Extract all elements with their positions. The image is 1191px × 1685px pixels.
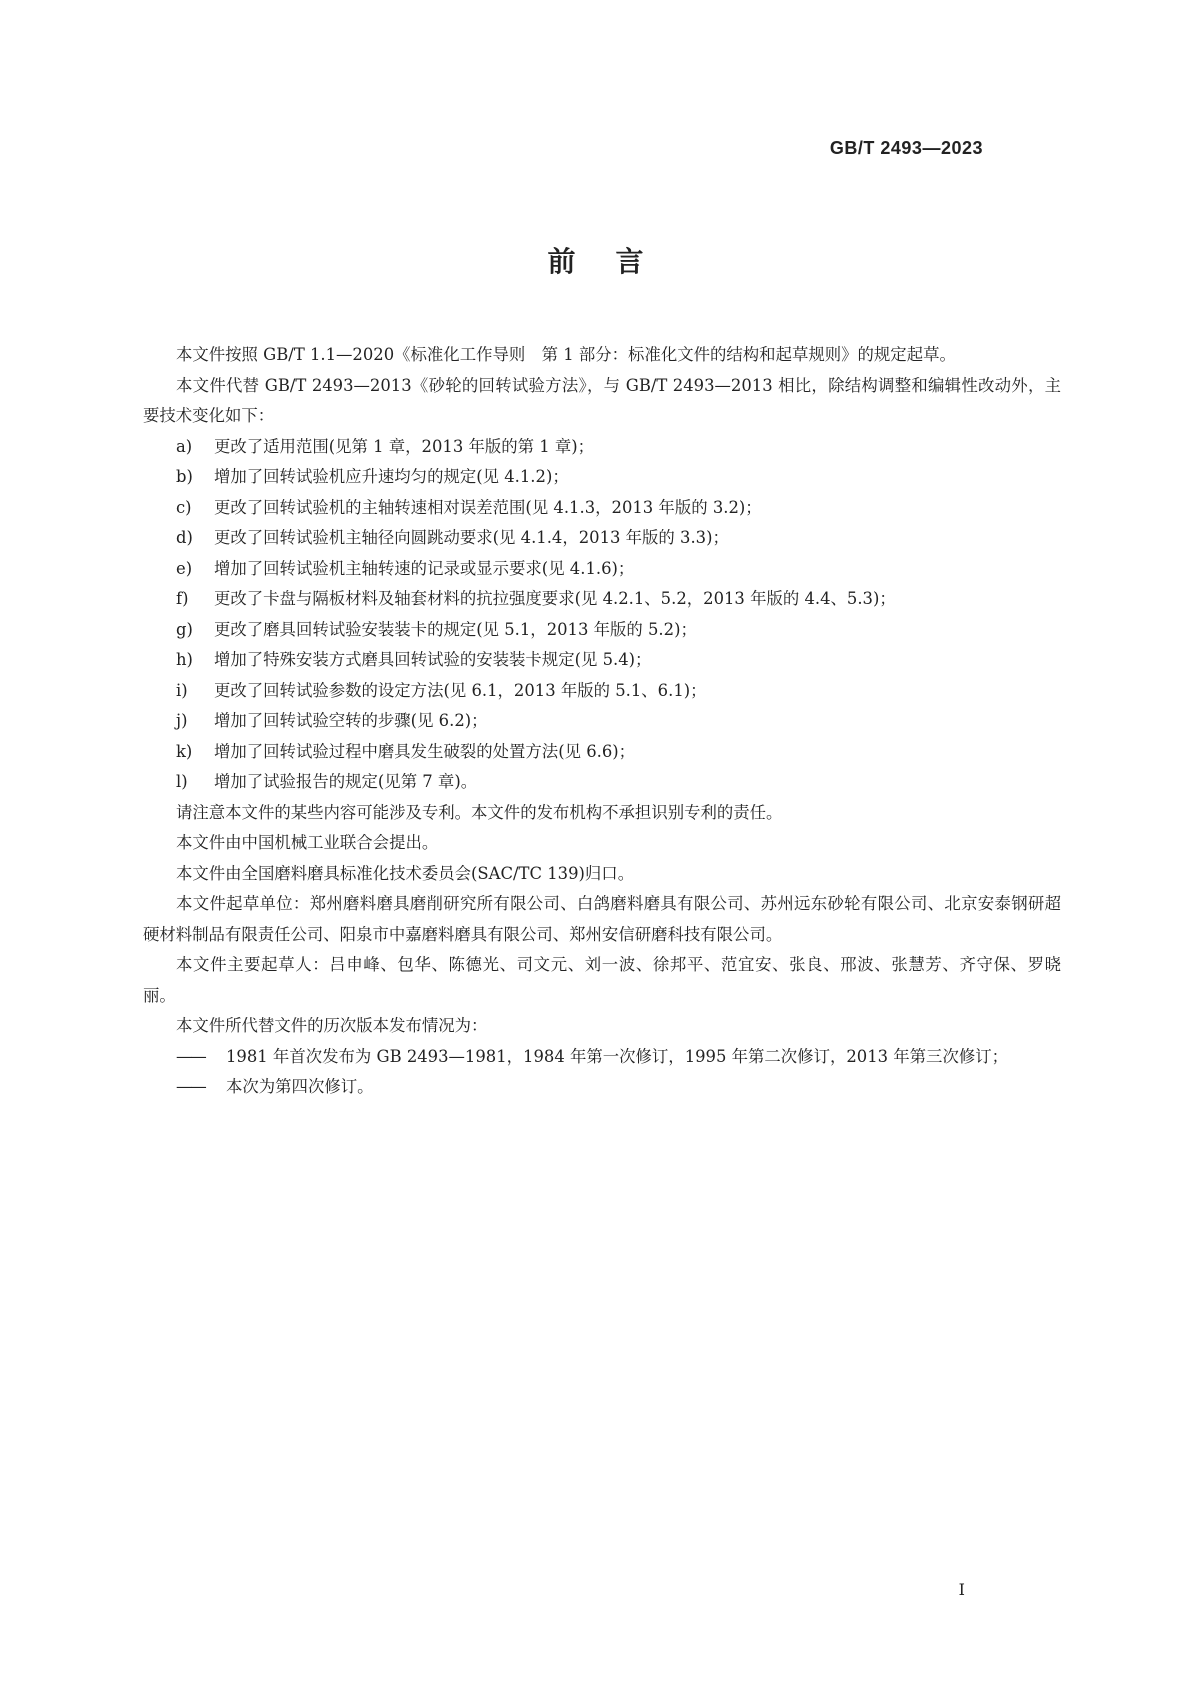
list-item <box>143 584 1061 615</box>
list-item-marker: l) <box>176 772 188 791</box>
list-item-marker: b) <box>176 467 193 486</box>
history-text: 1981 年首次发布为 GB 2493—1981，1984 年第一次修订，1995 年第二次修订，2013 年第三次修订； <box>226 1046 1009 1066</box>
list-item-marker: d) <box>176 528 193 547</box>
list-item-marker: f) <box>176 589 189 608</box>
paragraph-patent-notice: 请注意本文件的某些内容可能涉及专利。本文件的发布机构不承担识别专利的责任。 <box>176 802 783 822</box>
list-item <box>143 645 1061 676</box>
paragraph-drafting-units: 本文件起草单位：郑州磨料磨具磨削研究所有限公司、白鸽磨料磨具有限公司、苏州远东砂轮有限公司、北京安泰钢研超硬材料制品有限责任公司、阳泉市中嘉磨料磨具有限公司、郑州安信研磨科技有限公司。 <box>143 894 1061 944</box>
list-item-text: 更改了回转试验机的主轴转速相对误差范围(见 4.1.3，2013 年版的 3.2)； <box>214 497 762 517</box>
standard-code: GB/T 2493—2023 <box>829 138 983 158</box>
list-item-text: 增加了试验报告的规定(见第 7 章)。 <box>214 772 478 791</box>
list-item-marker: h) <box>176 650 193 669</box>
list-item-marker: j) <box>176 711 188 730</box>
list-item <box>143 432 1061 463</box>
foreword-body <box>143 340 1061 1103</box>
list-item-marker: c) <box>176 497 192 517</box>
list-item <box>143 737 1061 768</box>
list-item-text: 增加了回转试验机主轴转速的记录或显示要求(见 4.1.6)； <box>214 558 635 578</box>
list-item-marker: k) <box>176 741 193 761</box>
list-item <box>143 523 1061 554</box>
list-item-text: 增加了特殊安装方式磨具回转试验的安装装卡规定(见 5.4)； <box>214 650 652 669</box>
page-title: 前言 <box>547 245 684 278</box>
list-item-text: 增加了回转试验空转的步骤(见 6.2)； <box>214 711 488 730</box>
list-item-text: 更改了磨具回转试验安装装卡的规定(见 5.1，2013 年版的 5.2)； <box>214 619 697 639</box>
paragraph-drafting-rules: 本文件按照 GB/T 1.1—2020《标准化工作导则 第 1 部分：标准化文件的结构和起草规则》的规定起草。 <box>176 345 956 364</box>
list-item <box>143 554 1061 585</box>
list-item <box>143 676 1061 707</box>
list-item-text: 增加了回转试验机应升速均匀的规定(见 4.1.2)； <box>214 467 569 486</box>
list-item-text: 更改了适用范围(见第 1 章，2013 年版的第 1 章)； <box>214 436 595 456</box>
history-item <box>143 1042 1061 1073</box>
list-item <box>143 706 1061 737</box>
list-item <box>143 493 1061 524</box>
history-dash: —— <box>176 1046 205 1066</box>
paragraph-history-intro: 本文件所代替文件的历次版本发布情况为： <box>176 1016 488 1035</box>
list-item <box>143 615 1061 646</box>
list-item-text: 更改了回转试验机主轴径向圆跳动要求(见 4.1.4，2013 年版的 3.3)； <box>214 528 729 547</box>
list-item <box>143 462 1061 493</box>
list-item-marker: e) <box>176 558 193 578</box>
list-item-text: 增加了回转试验过程中磨具发生破裂的处置方法(见 6.6)； <box>214 741 636 761</box>
list-item-marker: i) <box>176 680 188 700</box>
list-item-marker: g) <box>176 619 193 639</box>
list-item-text: 更改了卡盘与隔板材料及轴套材料的抗拉强度要求(见 4.2.1、5.2，2013 年版的 4.4、5.3)； <box>214 589 896 608</box>
paragraph-replacement: 本文件代替 GB/T 2493—2013《砂轮的回转试验方法》，与 GB/T 2493—2013 相比，除结构调整和编辑性改动外，主要技术变化如下： <box>143 375 1061 425</box>
history-item <box>143 1072 1061 1103</box>
paragraph-proposer: 本文件由中国机械工业联合会提出。 <box>176 833 439 852</box>
history-text: 本次为第四次修订。 <box>226 1077 374 1096</box>
list-item-marker: a) <box>176 436 193 456</box>
history-dash: —— <box>176 1077 205 1096</box>
paragraph-drafters: 本文件主要起草人：吕申峰、包华、陈德光、司文元、刘一波、徐邦平、范宜安、张良、邢波、张慧芳、齐守保、罗晓丽。 <box>143 955 1061 1005</box>
list-item <box>143 767 1061 798</box>
page-number: I <box>958 1580 965 1599</box>
paragraph-committee: 本文件由全国磨料磨具标准化技术委员会(SAC/TC 139)归口。 <box>176 863 635 883</box>
list-item-text: 更改了回转试验参数的设定方法(见 6.1，2013 年版的 5.1、6.1)； <box>214 680 707 700</box>
